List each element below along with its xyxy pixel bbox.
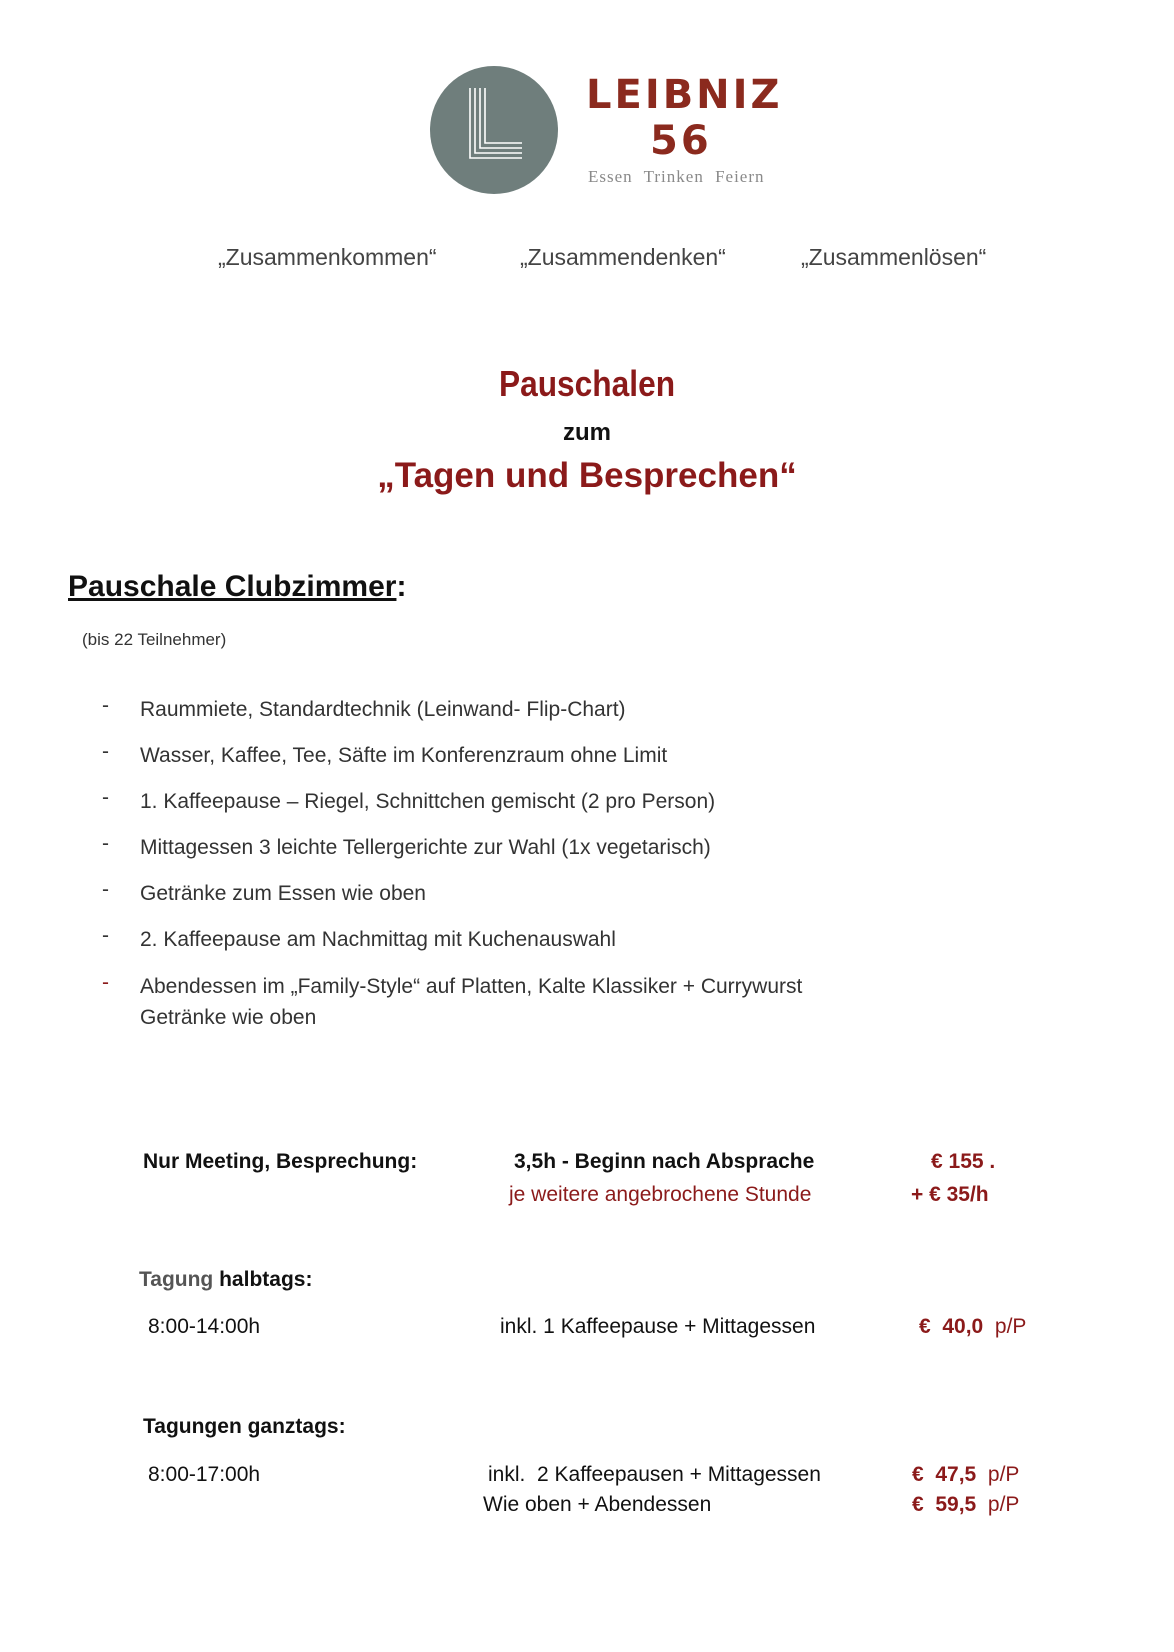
page-subtitle-connector: zum <box>563 419 611 446</box>
half-day-price <box>919 1315 1026 1339</box>
list-dash: - <box>102 694 109 717</box>
full-day-price-2 <box>912 1493 1019 1517</box>
brand-name: LEIBNIZ <box>586 72 783 118</box>
full-day-price-2-unit: p/P <box>976 1493 1020 1516</box>
meeting-label: Nur Meeting, Besprechung: <box>143 1150 418 1173</box>
list-dash: - <box>102 740 109 763</box>
section-heading-colon: : <box>396 570 407 603</box>
full-day-price-1 <box>912 1463 1019 1487</box>
list-item-text: Mittagessen 3 leichte Tellergerichte zur Wahl (1x vegetarisch) <box>140 836 711 859</box>
list-dash: - <box>102 832 109 855</box>
full-day-label: Tagungen ganztags: <box>143 1415 346 1438</box>
full-day-price-1-unit: p/P <box>976 1463 1020 1486</box>
list-item-text: Abendessen im „Family-Style“ auf Platten, Kalte Klassiker + Currywurst <box>140 975 803 998</box>
page-title: Pauschalen <box>498 363 676 404</box>
list-item-text: Raummiete, Standardtechnik (Leinwand- Flip-Chart) <box>140 698 626 721</box>
half-day-description: inkl. 1 Kaffeepause + Mittagessen <box>500 1315 816 1338</box>
half-day-price-value: € 40,0 <box>919 1315 984 1338</box>
half-day-price-unit: p/P <box>983 1315 1027 1338</box>
section-heading <box>68 570 406 604</box>
list-item-text: 2. Kaffeepause am Nachmittag mit Kuchenauswahl <box>140 928 616 951</box>
full-day-description-1: inkl. 2 Kaffeepausen + Mittagessen <box>488 1463 821 1486</box>
logo-l-icon <box>430 66 558 194</box>
page-topic: „Tagen und Besprechen“ <box>377 456 797 495</box>
meeting-duration: 3,5h - Beginn nach Absprache <box>514 1150 815 1173</box>
half-day-label-b: halbtags: <box>213 1268 313 1291</box>
list-item-text: 1. Kaffeepause – Riegel, Schnittchen gemischt (2 pro Person) <box>140 790 716 813</box>
meeting-price: € 155 . <box>931 1150 996 1173</box>
full-day-time: 8:00-17:00h <box>148 1463 261 1486</box>
full-day-price-1-value: € 47,5 <box>912 1463 977 1486</box>
half-day-label-a: Tagung <box>139 1268 214 1291</box>
brand-number: 56 <box>650 118 712 164</box>
slogan: „Zusammendenken“ <box>520 244 726 270</box>
section-heading-text: Pauschale Clubzimmer <box>68 570 397 603</box>
list-dash: - <box>102 878 109 901</box>
slogan: „Zusammenlösen“ <box>801 244 987 270</box>
brand-tagline: Essen Trinken Feiern <box>588 167 765 186</box>
section-note: (bis 22 Teilnehmer) <box>82 630 227 649</box>
list-dash: - <box>102 786 109 809</box>
full-day-description-2: Wie oben + Abendessen <box>483 1493 712 1516</box>
slogan: „Zusammenkommen“ <box>218 244 437 270</box>
list-dash: - <box>102 971 109 994</box>
meeting-extra-label: je weitere angebrochene Stunde <box>509 1183 812 1206</box>
full-day-price-2-value: € 59,5 <box>912 1493 977 1516</box>
meeting-extra-price: + € 35/h <box>911 1183 989 1206</box>
list-item-text: Wasser, Kaffee, Tee, Säfte im Konferenzraum ohne Limit <box>140 744 668 767</box>
list-item-text: Getränke zum Essen wie oben <box>140 882 426 905</box>
half-day-time: 8:00-14:00h <box>148 1315 261 1338</box>
list-item-text-continued: Getränke wie oben <box>140 1006 317 1029</box>
half-day-label <box>139 1268 312 1292</box>
list-dash: - <box>102 924 109 947</box>
